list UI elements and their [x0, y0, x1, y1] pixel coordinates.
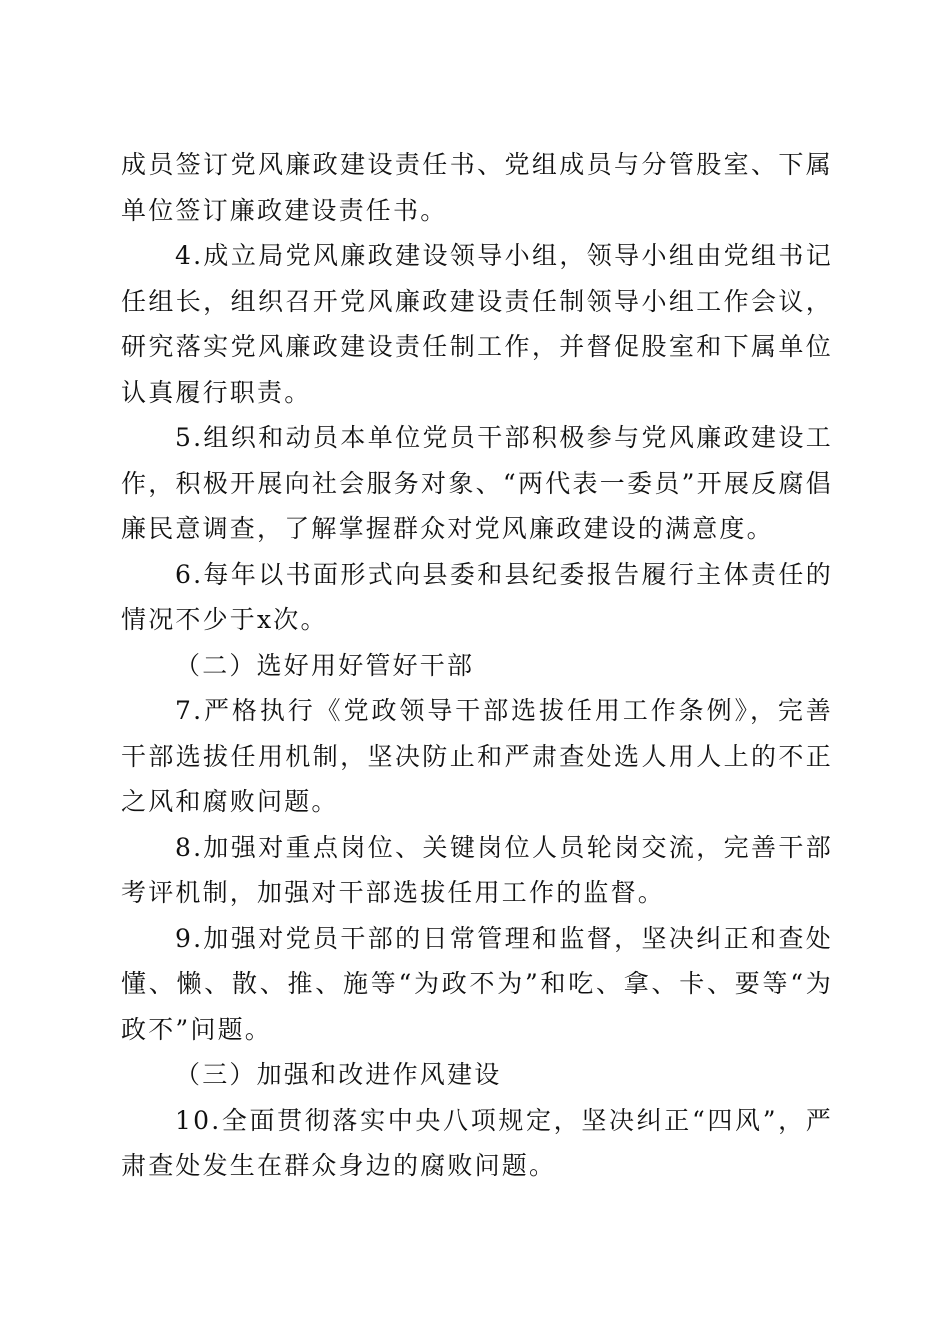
paragraph-item-8: 8.加强对重点岗位、关键岗位人员轮岗交流，完善干部考评机制，加强对干部选拔任用工作的监督。 — [121, 832, 833, 907]
paragraph-item-10: 10.全面贯彻落实中央八项规定，坚决纠正“四风”，严肃查处发生在群众身边的腐败问题。 — [121, 1105, 833, 1180]
document-body — [121, 142, 833, 1189]
paragraph-continuation: 成员签订党风廉政建设责任书、党组成员与分管股室、下属单位签订廉政建设责任书。 — [121, 150, 833, 225]
paragraph-item-9: 9.加强对党员干部的日常管理和监督，坚决纠正和查处懂、懒、散、推、施等“为政不为”和吃、拿、卡、要等“为政不”问题。 — [121, 923, 833, 1044]
paragraph-item-7: 7.严格执行《党政领导干部选拔任用工作条例》，完善干部选拔任用机制，坚决防止和严肃查处选人用人上的不正之风和腐败问题。 — [121, 696, 833, 816]
section-heading-3: （三）加强和改进作风建设 — [175, 1060, 502, 1089]
paragraph-item-4: 4.成立局党风廉政建设领导小组，领导小组由党组书记任组长，组织召开党风廉政建设责任制领导小组工作会议，研究落实党风廉政建设责任制工作，并督促股室和下属单位认真履行职责。 — [121, 241, 833, 407]
paragraph-item-5: 5.组织和动员本单位党员干部积极参与党风廉政建设工作，积极开展向社会服务对象、“两代表一委员”开展反腐倡廉民意调查，了解掌握群众对党风廉政建设的满意度。 — [121, 423, 833, 543]
paragraph-item-6: 6.每年以书面形式向县委和县纪委报告履行主体责任的情况不少于x次。 — [121, 559, 833, 634]
section-heading-2: （二）选好用好管好干部 — [175, 650, 475, 680]
